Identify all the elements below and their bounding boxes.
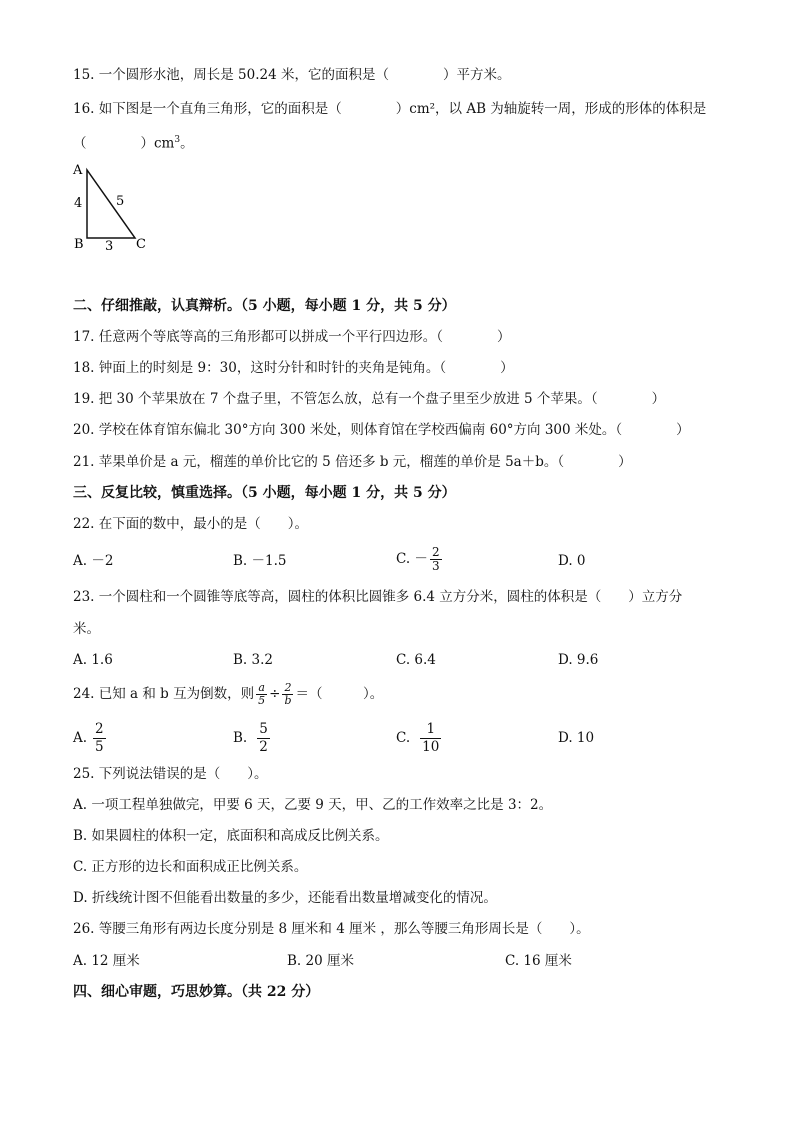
q22-option-c [396, 543, 444, 575]
question-16-text: （ ）cm [73, 135, 175, 152]
q26-option-a: A. 12 厘米 [73, 953, 140, 969]
triangle-shape [87, 170, 135, 238]
fraction-denominator: 10 [422, 739, 440, 755]
option-label: A. [73, 730, 88, 746]
question-21: 21. 苹果单价是 a 元，榴莲的单价比它的 5 倍还多 b 元，榴莲的单价是 5a＋b。（ ） [73, 454, 632, 470]
vertex-a-label: A [73, 163, 83, 178]
vertex-c-label: C [136, 237, 146, 252]
q24-option-d: D. 10 [558, 730, 595, 746]
q22-option-a: A. －2 [73, 553, 114, 569]
question-20: 20. 学校在体育馆东偏北 30°方向 300 米处，则体育馆在学校西偏南 60°方向 300 米处。（ ） [73, 422, 690, 438]
fraction-2-over-b [282, 682, 293, 707]
side-ac-length: 5 [116, 194, 125, 209]
fraction-denominator: 2 [259, 739, 268, 755]
q25-option-d: D. 折线统计图不但能看出数量的多少，还能看出数量增减变化的情况。 [73, 890, 497, 906]
fraction-denominator: b [284, 694, 292, 707]
fraction-denominator: 5 [95, 739, 104, 755]
q23-option-a: A. 1.6 [73, 652, 113, 668]
fraction-numerator: 1 [420, 721, 441, 739]
q25-option-a: A. 一项工程单独做完，甲要 6 天，乙要 9 天，甲、乙的工作效率之比是 3：2。 [73, 797, 553, 813]
fraction-two-thirds [430, 546, 442, 573]
q23-option-c: C. 6.4 [396, 652, 436, 668]
question-22: 22. 在下面的数中，最小的是（ ）。 [73, 516, 309, 532]
question-23-line1: 23. 一个圆柱和一个圆锥等底等高，圆柱的体积比圆锥多 6.4 立方分米，圆柱的体积是（ ）立方分 [73, 589, 683, 605]
question-26: 26. 等腰三角形有两边长度分别是 8 厘米和 4 厘米 ，那么等腰三角形周长是（ ）。 [73, 921, 590, 937]
q23-option-d: D. 9.6 [558, 652, 599, 668]
question-16-line2 [73, 131, 194, 153]
question-23-line2: 米。 [73, 621, 100, 637]
fraction-two-fifths [93, 721, 106, 756]
option-label: C. [396, 730, 411, 746]
fraction-five-halves [257, 721, 270, 756]
fraction-numerator: 2 [95, 721, 104, 737]
section-4-heading: 四、细心审题，巧思妙算。（共 22 分） [73, 984, 320, 1000]
side-ab-length: 4 [74, 196, 83, 211]
fraction-one-tenth [420, 721, 441, 756]
question-25: 25. 下列说法错误的是（ ）。 [73, 766, 268, 782]
question-16-end: 。 [180, 135, 194, 152]
q24-option-b [233, 720, 272, 756]
q24-option-c [396, 720, 443, 756]
fraction-a-over-5 [256, 682, 267, 707]
q22-option-d: D. 0 [558, 553, 586, 569]
q24-option-a [73, 720, 108, 756]
fraction-numerator: 2 [282, 682, 293, 695]
question-24-end: ＝（ ）。 [295, 686, 384, 702]
q26-option-b: B. 20 厘米 [287, 953, 354, 969]
divide-sign: ÷ [269, 686, 281, 702]
section-3-heading: 三、反复比较，慎重选择。（5 小题，每小题 1 分，共 5 分） [73, 485, 456, 501]
fraction-numerator: a [256, 682, 267, 695]
fraction-numerator: 5 [259, 721, 268, 737]
q22-option-c-label: C. － [396, 551, 428, 567]
question-15: 15. 一个圆形水池，周长是 50.24 米，它的面积是（ ）平方米。 [73, 67, 511, 83]
option-label: B. [233, 730, 248, 746]
q23-option-b: B. 3.2 [233, 652, 273, 668]
cubic-superscript: 3 [174, 135, 181, 145]
q22-option-b: B. －1.5 [233, 553, 287, 569]
q26-option-c: C. 16 厘米 [505, 953, 572, 969]
fraction-denominator: 5 [258, 694, 266, 707]
vertex-b-label: B [74, 237, 84, 252]
right-triangle-figure [70, 160, 160, 255]
question-24 [73, 678, 383, 710]
question-24-text: 24. 已知 a 和 b 互为倒数，则 [73, 686, 255, 702]
question-16-line1: 16. 如下图是一个直角三角形，它的面积是（ ）cm²，以 AB 为轴旋转一周，形成的形体的体积是 [73, 101, 707, 117]
q25-option-b: B. 如果圆柱的体积一定，底面积和高成反比例关系。 [73, 828, 389, 844]
q25-option-c: C. 正方形的边长和面积成正比例关系。 [73, 859, 308, 875]
question-19: 19. 把 30 个苹果放在 7 个盘子里，不管怎么放，总有一个盘子里至少放进 5 个苹果。（ ） [73, 391, 666, 407]
section-2-heading: 二、仔细推敲，认真辩析。（5 小题，每小题 1 分，共 5 分） [73, 298, 456, 314]
question-18: 18. 钟面上的时刻是 9：30，这时分针和时针的夹角是钝角。（ ） [73, 360, 514, 376]
fraction-denominator: 3 [431, 559, 440, 573]
side-bc-length: 3 [105, 239, 114, 254]
question-17: 17. 任意两个等底等高的三角形都可以拼成一个平行四边形。（ ） [73, 329, 511, 345]
fraction-numerator: 2 [431, 545, 440, 559]
